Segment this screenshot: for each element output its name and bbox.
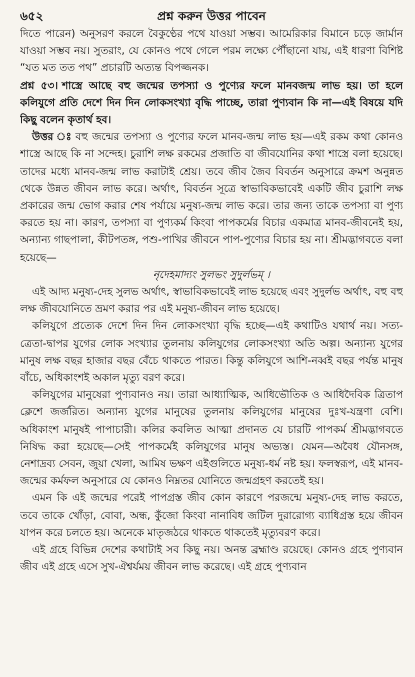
- body-paragraph: এই গ্রহে বিভিন্ন দেশের কথাটাই সব কিছু নয়। অনন্ত ব্রহ্মাণ্ড রয়েছে। কোনও গ্রহে পুণ্যবান জীব এই গ্রহে এসে সুখ-ঐশ্বর্যময় জীবন লাভ করেছে। এই গ্রহে পুণ্যবান: [20, 544, 403, 574]
- page-number: ৬৫২: [20, 9, 44, 23]
- body-paragraph: কলিযুগে প্রত্যেক দেশে দিন দিন লোকসংখ্যা বৃদ্ধি হচ্ছে—এই কথাটিও যথার্থ নয়। সত্য-ত্রেতা-দ্বাপর যুগের লোক সংখ্যার তুলনায় কলিযুগের লোকসংখ্যা অতি অল্প। অন্যান্য যুগের মানুষ লক্ষ বছর হাজার বছর বেঁচে থাকতে পারত। কিন্তু কলিযুগে আশি-নব্বই বছর পর্যন্ত মানুষ বাঁচে, অধিকাংশই অকাল মৃত্যু বরণ করে।: [20, 320, 403, 385]
- question-label: প্রশ্ন ৫৩।: [20, 79, 58, 92]
- answer-paragraph: [20, 129, 403, 267]
- page-header: [20, 6, 403, 26]
- question-paragraph: [20, 78, 403, 130]
- body-paragraph: এই আদ্য মনুষ্য-দেহ সুলভ অর্থাৎ, স্বাভাবিকভাবেই লাভ হয়েছে এবং সুদুর্লভ অর্থাৎ, বহু বহু লক্ষ জীবযোনিতে ভ্রমণ করার পর এই মনুষ্য-জীবন লাভ হয়েছে।: [20, 286, 403, 316]
- answer-label: উত্তর ঃ: [32, 131, 73, 144]
- answer-text: বহু জন্মের তপস্যা ও পুণ্যের ফলে মানব-জন্ম লাভ হয়—এই রকম কথা কোনও শাস্ত্রে আছে কি না সন্দেহ। চুরাশি লক্ষ রকমের প্রজাতি বা জীবযোনির কথা শাস্ত্রে বলা হয়েছে। তাদের মধ্যে মানব-জন্ম লাভ করাটাই শ্রেয়। তবে জীব জৈব বিবর্তন অনুসারে ক্রমশ অনুন্নত থেকে উন্নত জীবন লাভ করে। অর্থাৎ, বিবর্তন সূত্রে স্বাভাবিকভাবেই একটি জীব চুরাশি লক্ষ প্রকারের জন্ম ভোগ করার শেষ পর্যায়ে মনুষ্য-জন্ম লাভ করে। তার জন্য তাকে তপস্যা বা পুণ্য করতে হয় না। কারণ, তপস্যা বা পুণ্যকর্ম কিংবা পাপকর্মের বিচার একমাত্র মানব-জীবনেই হয়, অন্যান্য গাছপালা, কীটপতঙ্গ, পশু-পাখির জীবনে পাপ-পুণ্যের বিচার হয় না। শ্রীমদ্ভাগবতে বলা হয়েছে—: [20, 131, 403, 264]
- verse-quote: নৃদেহমাদ্যং সুলভং সুদুর্লভম্ ।: [152, 268, 271, 281]
- running-title: প্রশ্ন করুন উত্তর পাবেন: [157, 9, 266, 23]
- body-text: [20, 26, 403, 577]
- question-text: শাস্ত্রে আছে বহু জন্মের তপস্যা ও পুণ্যের ফলে মানবজন্ম লাভ হয়। তা হলে কলিযুগে প্রতি দেশে দিন দিন লোকসংখ্যা বৃদ্ধি পাচ্ছে, তারা পুণ্যবান কি না—এই বিষয়ে যদি কিছু বলেন কৃতার্থ হব।: [20, 79, 403, 127]
- body-paragraph: কলিযুগের মানুষেরা পুণ্যবানও নয়। তারা আধ্যাত্মিক, আধিভৌতিক ও আধিদৈবিক ত্রিতাপ ক্লেশে জর্জরিত। অন্যান্য যুগের মানুষের তুলনায় কলিযুগের মানুষের দুঃখ-যন্ত্রণা বেশি। অধিকাংশ মানুষই পাপাচারী। কলির কবলিত আত্মা প্রদানত যে চারটি পাপকর্ম শ্রীমদ্ভাগবতে নিষিদ্ধ করা হয়েছে—সেই পাপকর্মেই কলিযুগের মানুষ অভ্যস্ত। যেমন—অবৈধ যৌনসঙ্গ, নেশাদ্রব্য সেবন, জুয়া খেলা, আমিষ ভক্ষণ এইগুলিতে মনুষ্য-ধর্ম নষ্ট হয়। ফলস্বরূপ, এই মানব-জন্মের কর্মফল অনুসারে যে কোনও নিম্নতর যোনিতে জন্মগ্রহণ করতেই হয়।: [20, 389, 403, 488]
- body-paragraph: দিতে পারেন) অনুসরণ করলে বৈকুণ্ঠের পথে যাওয়া সম্ভব। আমেরিকার বিমানে চড়ে জার্মান যাওয়া সম্ভব নয়। সুতরাং, যে কোনও পথে গেলে পরম লক্ষ্যে পৌঁছানো যায়, এই ধারণা বিশিষ্ট “যত মত তত পথ” প্রচারটি অত্যন্ত বিপজ্জনক।: [20, 28, 403, 75]
- body-paragraph: এমন কি এই জন্মের পরেই পাপগ্রস্ত জীব কোন কারণে পরজন্মে মনুষ্য-দেহ লাভ করতে, তবে তাকে খোঁড়া, বোবা, অন্ধ, কুঁজো কিংবা নানাবিধ জটিল দুরারোগ্য ব্যাধিগ্রস্ত হয়ে জীবন যাপন করে চলতে হয়। অনেকে মাতৃজঠরে থাকতে থাকতেই মৃত্যুবরণ করে।: [20, 492, 403, 539]
